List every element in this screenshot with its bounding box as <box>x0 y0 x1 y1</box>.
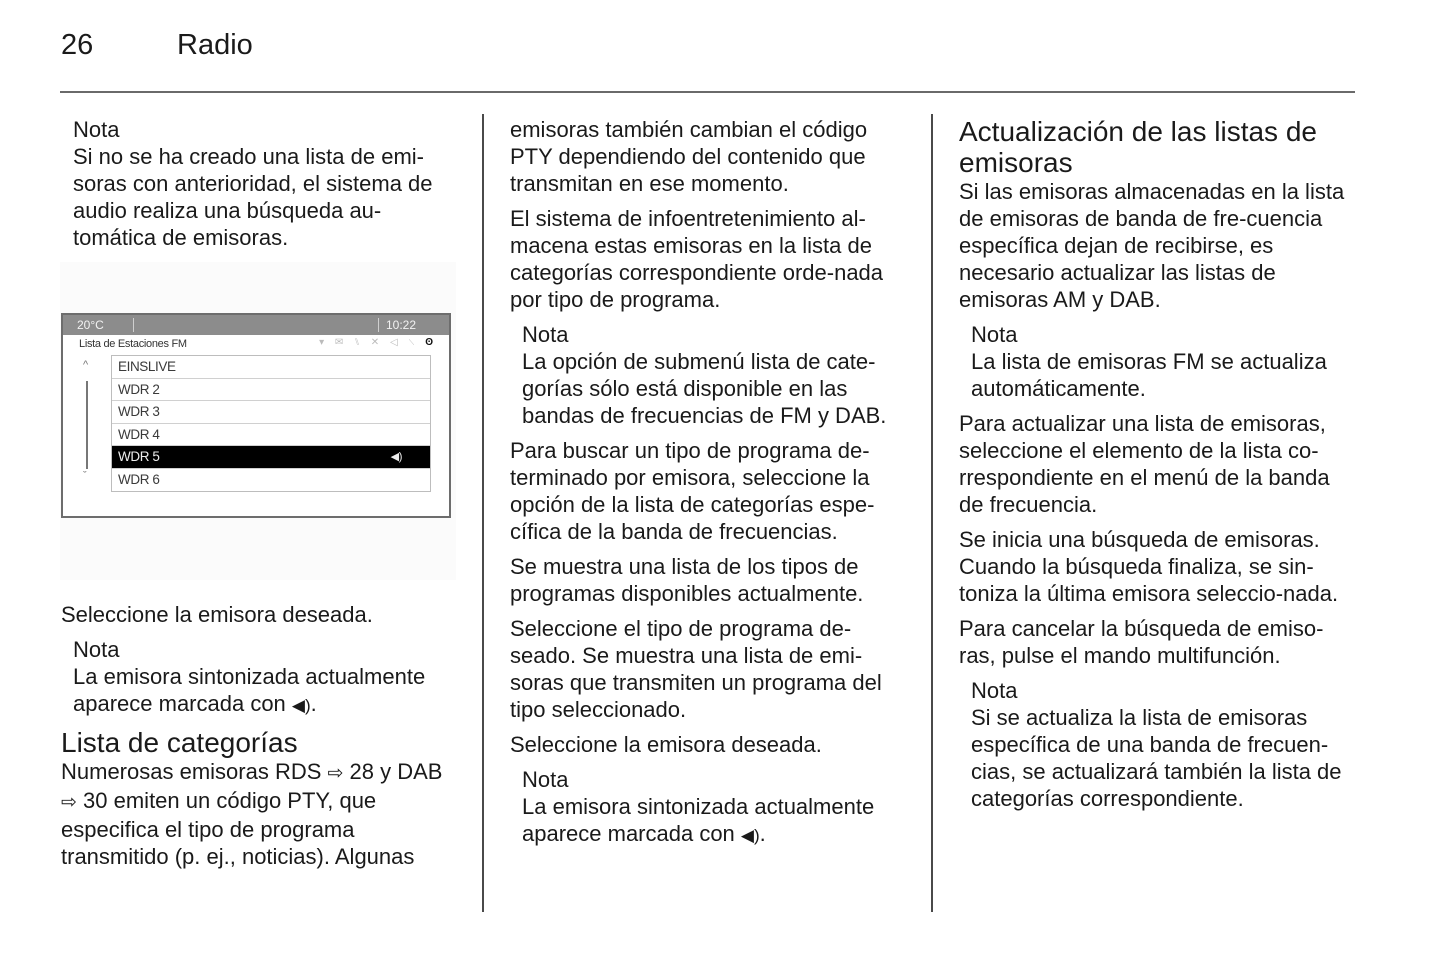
note <box>971 321 1357 402</box>
scrollbar[interactable] <box>86 381 88 469</box>
station-row[interactable] <box>112 379 430 402</box>
note-text-end: . <box>759 821 766 846</box>
header-rule <box>60 91 1355 93</box>
note-text: La emisora sintonizada actualmente aparece marcada con <box>73 664 426 716</box>
station-name: WDR 4 <box>118 426 160 442</box>
paragraph: Para actualizar una lista de emisoras, seleccione el elemento de la lista co-rrespondiente en el menú de la banda de frecuencia. <box>959 411 1330 517</box>
cross-reference-arrow-icon[interactable]: ⇨ <box>61 792 77 813</box>
speaker-icon: ◀) <box>390 451 402 463</box>
paragraph: Para cancelar la búsqueda de emiso-ras, pulse el mando multifunción. <box>959 616 1324 668</box>
note-title: Nota <box>971 678 1018 703</box>
paragraph: Se muestra una lista de los tipos de programas disponibles actualmente. <box>510 554 864 606</box>
station-list <box>111 355 431 492</box>
temperature: 20°C <box>77 318 104 332</box>
status-icons-row: ▾ ✉ ⑊ ✕ ◁ ⟍ <box>319 337 419 348</box>
note-title: Nota <box>73 117 120 142</box>
section-heading: Lista de categorías <box>61 727 298 758</box>
station-row-selected[interactable] <box>112 446 430 469</box>
column-1 <box>61 116 461 259</box>
scroll-down-icon[interactable]: ˇ <box>83 470 87 482</box>
bluetooth-icon: ʘ <box>425 337 433 348</box>
note <box>522 766 908 849</box>
station-name: WDR 2 <box>118 381 160 397</box>
paragraph <box>61 758 456 870</box>
speaker-icon: ◀) <box>291 696 311 715</box>
station-row[interactable] <box>112 356 430 379</box>
station-row[interactable] <box>112 469 430 492</box>
station-name: EINSLIVE <box>118 359 176 374</box>
note-text: La opción de submenú lista de cate-gorías sólo está disponible en las bandas de frecuencias de FM y DAB. <box>522 349 887 428</box>
column-3 <box>959 116 1357 820</box>
paragraph: emisoras también cambian el código PTY dependiendo del contenido que transmitan en ese momento. <box>510 117 868 196</box>
note-text-end: . <box>310 691 317 716</box>
status-separator <box>378 318 379 332</box>
note-title: Nota <box>73 637 120 662</box>
status-separator <box>133 318 134 332</box>
infotainment-screen <box>61 313 451 518</box>
section-title: Radio <box>177 29 253 61</box>
text: 28 y DAB <box>343 759 443 784</box>
note <box>971 677 1357 812</box>
station-name: WDR 6 <box>118 471 160 487</box>
text: 30 emiten un código PTY, que especifica el tipo de programa transmitido (p. ej., noticias). Algunas <box>61 788 415 869</box>
paragraph: El sistema de infoentretenimiento al-macena estas emisoras en la lista de categorías correspondiente orde-nada por tipo de programa. <box>510 206 884 312</box>
scroll-up-icon[interactable]: ^ <box>83 359 89 371</box>
screenshot-figure <box>60 262 456 580</box>
note-title: Nota <box>971 322 1018 347</box>
station-row[interactable] <box>112 401 430 424</box>
paragraph: Si las emisoras almacenadas en la lista de emisoras de banda de fre-cuencia específica dejan de recibirse, es necesario actualizar las listas de emisoras AM y DAB. <box>959 179 1345 312</box>
station-name: WDR 5 <box>118 449 160 464</box>
note <box>73 636 461 719</box>
paragraph: Para buscar un tipo de programa de-terminado por emisora, seleccione la opción de la lista de categorías espe-cífica de la banda de frecuencias. <box>510 438 875 544</box>
station-name: WDR 3 <box>118 404 160 419</box>
cross-reference-arrow-icon[interactable]: ⇨ <box>327 763 344 784</box>
note-text: La lista de emisoras FM se actualiza automáticamente. <box>971 349 1327 401</box>
paragraph: Seleccione la emisora deseada. <box>510 732 822 757</box>
list-title: Lista de Estaciones FM <box>79 338 187 350</box>
station-row[interactable] <box>112 424 430 447</box>
note-text: La emisora sintonizada actualmente aparece marcada con <box>522 794 875 846</box>
column-divider <box>931 114 933 912</box>
note-title: Nota <box>522 767 569 792</box>
text: Numerosas emisoras RDS <box>61 759 328 784</box>
paragraph: Seleccione la emisora deseada. <box>61 602 373 627</box>
status-icons <box>319 337 433 348</box>
note <box>522 321 908 429</box>
paragraph: Seleccione el tipo de programa de-seado. Se muestra una lista de emi-soras que transmiten un programa del tipo seleccionado. <box>510 616 882 722</box>
paragraph: Se inicia una búsqueda de emisoras. Cuando la búsqueda finaliza, se sin-toniza la última emisora seleccio-nada. <box>959 527 1339 606</box>
column-1-lower <box>61 601 461 878</box>
note-text: Si se actualiza la lista de emisoras específica de una banda de frecuen-cias, se actualizará también la lista de categorías correspondiente. <box>971 705 1342 811</box>
section-heading: Actualización de las listas de emisoras <box>959 116 1317 178</box>
page-number: 26 <box>61 29 94 61</box>
speaker-icon: ◀) <box>740 826 760 845</box>
status-bar <box>63 315 449 335</box>
note-title: Nota <box>522 322 569 347</box>
note <box>73 116 458 251</box>
note-text: Si no se ha creado una lista de emi-soras con anterioridad, el sistema de audio realiza una búsqueda au-tomática de emisoras. <box>73 144 433 250</box>
column-2 <box>510 116 908 857</box>
column-divider <box>482 114 484 912</box>
clock: 10:22 <box>386 318 417 332</box>
